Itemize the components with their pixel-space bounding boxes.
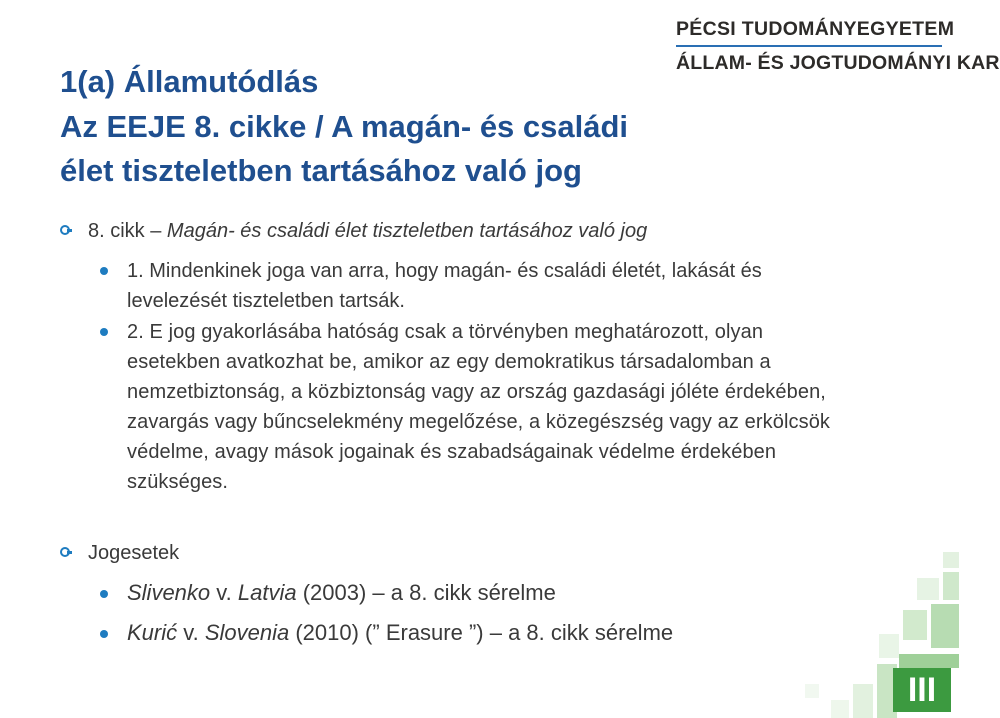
title-line: élet tiszteletben tartásához való jog [60,153,582,188]
slide-title [60,60,660,194]
case-party: Slivenko [127,580,211,605]
case-party: Slovenia [204,620,290,645]
paragraph-line: zavargás vagy bűncselekmény megelőzése, a közegészség vagy az erkölcsök [127,411,831,433]
paragraph-line: esetekben avatkozhat be, amikor az egy demokratikus társadalomban a [127,351,771,373]
bullet-dot-icon [100,267,108,275]
bullet-dot-icon [100,630,108,638]
paragraph-line: nemzetbiztonság, a közbiztonság vagy az ország gazdasági jóléte érdekében, [127,381,826,403]
title-line: Az EEJE 8. cikke / A magán- és családi [60,108,629,144]
case-party: Kurić [127,620,178,645]
article-label: 8. cikk – [88,220,167,242]
chapter-badge: III [893,668,951,712]
case-detail: (2003) – a 8. cikk sérelme [296,580,556,605]
case-versus: v. [210,580,238,605]
paragraph-line: 1. Mindenkinek joga van arra, hogy magán- és családi életét, lakását és [127,260,762,282]
section-heading-text [88,220,647,243]
section-heading-text: Jogesetek [88,542,180,564]
ring-bullet-icon [60,225,70,235]
university-name: PÉCSI TUDOMÁNYEGYETEM [676,18,955,40]
paragraph-line: 2. E jog gyakorlásába hatóság csak a törvényben meghatározott, olyan [127,321,764,343]
paragraph [127,256,867,316]
paragraph-line: védelme, avagy mások jogainak és szabadságainak védelme érdekében [127,441,777,463]
case-citation [127,578,556,608]
ring-bullet-icon [60,547,70,557]
logo-divider [676,45,942,47]
bullet-dot-icon [100,590,108,598]
case-detail: (2010) (” Erasure ”) – a 8. cikk sérelme [289,620,674,645]
paragraph [127,317,867,497]
title-line: 1(a) Államutódlás [60,64,319,99]
case-citation [127,618,673,648]
case-party: Latvia [237,580,297,605]
article-title: Magán- és családi élet tiszteletben tartásához való jog [166,220,648,242]
bullet-dot-icon [100,328,108,336]
paragraph-line: szükséges. [127,471,229,493]
paragraph-line: levelezését tiszteletben tartsák. [127,290,405,312]
case-versus: v. [177,620,205,645]
faculty-name: ÁLLAM- ÉS JOGTUDOMÁNYI KAR [676,52,1000,74]
